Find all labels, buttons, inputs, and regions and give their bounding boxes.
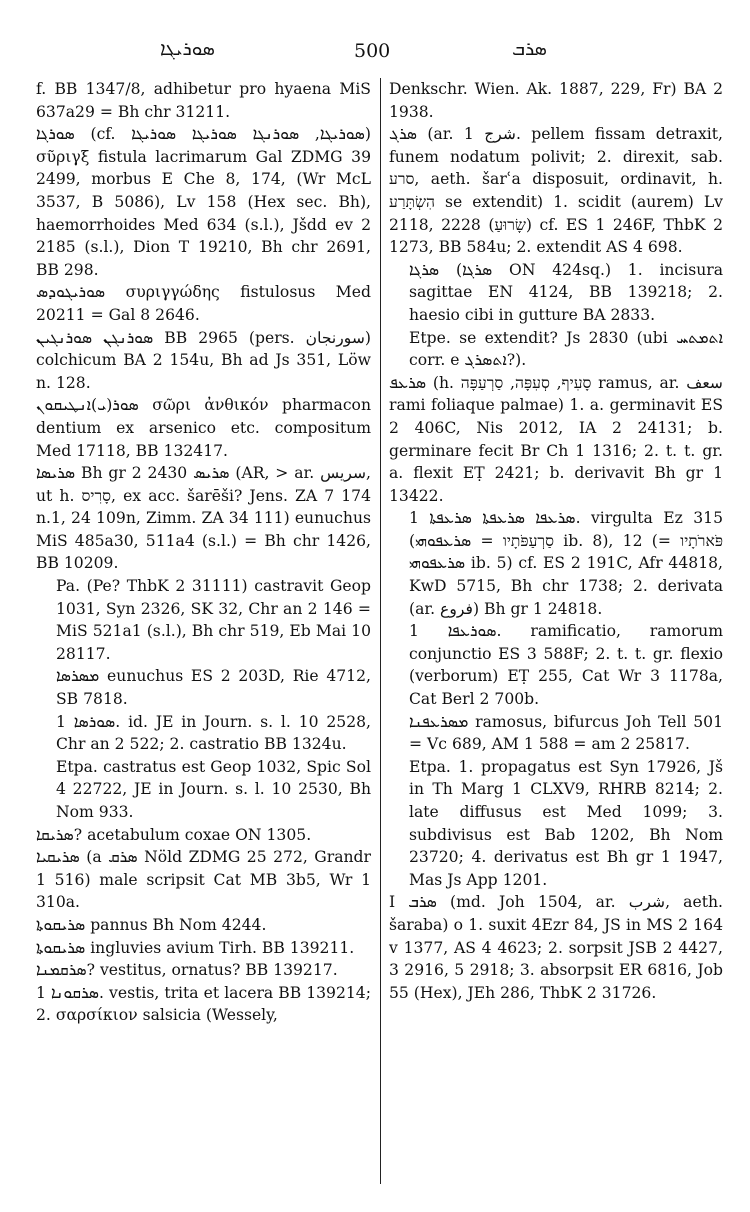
running-header [0, 38, 750, 68]
right-column [389, 78, 723, 1004]
dictionary-entry: ܣܘܪܝܓܘܕܣ συριγγώδης fistulosus Med 20211 = Gal 8 2646. [36, 283, 371, 324]
dictionary-entry: ܣܪܝܩܘܬܐ pannus Bh Nom 4244. [36, 915, 267, 934]
dictionary-entry: ܣܘܪܢܓܢ ܣܘܪܢܓܝܢ BB 2965 (pers. سورنجان) colchicum BA 2 154u, Bh ad Js 351, Löw n. 128. [36, 328, 372, 392]
dictionary-entry: Etpa. 1. propagatus est Syn 17926, Jš in Th Marg 1 CLXV9, RHRB 8214; 2. late diffusus est Med 1099; 3. subdivisus est Bab 1202, Bh Nom 23720; 4. derivatus est Bh gr 1 1947, Mas Js App 1201. [409, 757, 723, 889]
column-divider [380, 78, 381, 1184]
dictionary-entry: ܡܣܪܥܦܢܐ ramosus, bifurcus Joh Tell 501 = Vc 689, AM 1 588 = am 2 25817. [409, 712, 723, 754]
dictionary-entry: ܣܪܥܦܐ ܣܪܥܦܬܐ ܣܪܥܦܬܐ 1. virgulta Ez 315 (סַרְעַפֹּתָיו = ܣܪܥܦܘܗܝ ib. 8), 12 (פֹּארֹתָיו = ܣܪܥܦܘܗܝ ib. 5) cf. ES 2 191C, Afr 44818, KwD 5715, Bh chr 1738; 2. derivata (ar. فروع) Bh gr 1 24818. [409, 509, 723, 618]
right-running-headword: ܣܪܒ [512, 38, 547, 60]
dictionary-entry: ܣܪܝܩܘܬܐ ingluvies avium Tirh. BB 139211. [36, 938, 355, 957]
dictionary-entry: ܡܣܪܣܐ eunuchus ES 2 203D, Rie 4712, SB 7818. [56, 667, 371, 709]
dictionary-entry: ܣܘܪ(ܝ)ܐܢܛܝܩܘܢ σῶρι ἀνθικόν pharmacon dentium ex arsenico etc. compositum Med 17118, BB 132417. [36, 396, 371, 460]
dictionary-entry: ܣܪܝܣܐ Bh gr 2 2430 ܣܪܝܣ (AR, > ar. سريس, ut h. סָרִיס, ex acc. šarēši? Jens. ZA 7 174 n.1, 24 109n, Zimm. ZA 34 111) eunuchus MiS 485a30, 511a4 (s.l.) = Bh chr 1426, BB 10209. [36, 464, 371, 573]
dictionary-entry: Denkschr. Wien. Ak. 1887, 229, Fr) BA 2 1938. [389, 80, 723, 121]
left-column [36, 78, 371, 1027]
dictionary-entry: ܣܪܩܡܢܐ? vestitus, ornatus? BB 139217. [36, 961, 338, 980]
dictionary-entry: ܣܘܪܥܦܐ 1. ramificatio, ramorum conjunctio ES 3 588F; 2. t. t. gr. flexio (verborum) EṬ 255, Cat Wr 3 1178a, Cat Berl 2 700b. [409, 622, 723, 709]
dictionary-entry: I ܣܪܒ (md. Joh 1504, ar. شرب, aeth. šaraba) o 1. suxit 4Ezr 84, JS in MS 2 164 v 1377, AS 4 4623; 2. sorpsit JSB 2 4427, 3 2916, 5 2918; 3. absorpsit ER 6816, Job 55 (Hex), JEh 286, ThbK 2 31726. [389, 893, 723, 1002]
dictionary-entry: f. BB 1347/8, adhibetur pro hyaena MiS 637a29 = Bh chr 31211. [36, 80, 371, 121]
dictionary-entry: Etpa. castratus est Geop 1032, Spic Sol 4 22722, JE in Journ. s. l. 10 2530, Bh Nom 933. [56, 757, 371, 821]
dictionary-entry: ܣܪܩܘܢܐ 1. vestis, trita et lacera BB 139214; 2. σαρσίκιον salsicia (Wessely, [36, 983, 371, 1025]
dictionary-entry: ܣܘܪܣܐ 1. id. JE in Journ. s. l. 10 2528, Chr an 2 522; 2. castratio BB 1324u. [56, 712, 371, 754]
dictionary-entry: ܣܪܝܩܐ? acetabulum coxae ON 1305. [36, 825, 312, 844]
dictionary-entry: ܣܪܝܩܝܐ (a ܣܪܩ Nöld ZDMG 25 272, Grandr 1 516) male scripsit Cat MB 3b5, Wr 1 310a. [36, 848, 371, 912]
left-running-headword: ܣܘܪܝܓܐ [160, 38, 215, 60]
dictionary-entry: ܣܘܪܓܐ (cf. ܣܘܪܝܓܐ, ܣܘܪܢܓܐ ܣܘܪܝܓܐ ܣܘܪܝܓܐ) σῦριγξ fistula lacrimarum Gal ZDMG 39 2499, morbus E Che 8, 174, (Wr McL 3537, B 5086), Lv 158 (Hex sec. Bh), haemorrhoides Med 634 (s.l.), Jšdd ev 2 2185 (s.l.), Dion T 19210, Bh chr 2691, BB 298. [36, 125, 371, 279]
dictionary-entry: ܣܪܓ (ar. شرج 1. pellem fissam detraxit, funem nodatum polivit; 2. direxit, sab. סרע, aeth. šarʿa disposuit, ordinavit, h. הִשְׂתָּרַע se extendit) 1. scidit (aurem) Lv 2118, 2228 (שָׂרוּעַ) cf. ES 1 246F, ThbK 2 1273, BB 584u; 2. extendit AS 4 698. [389, 125, 723, 257]
page-number: 500 [354, 40, 391, 62]
dictionary-entry: Etpe. se extendit? Js 2830 (ubi ܐܬܡܬܚ corr. e ܐܬܣܪܓ?). [409, 328, 723, 370]
dictionary-entry: ܣܪܥܦ (h. סָעִיף, סְעִפָּה, סַרְעַפָּה ramus, ar. سعف rami foliaque palmae) 1. a. germinavit ES 2 406C, Nis 2012, IA 2 24131; b. germinare fecit Br Ch 1 1316; 2. t. t. gr. a. flexit EṬ 2421; b. derivavit Bh gr 1 13422. [389, 373, 723, 505]
dictionary-entry: Pa. (Pe? ThbK 2 31111) castravit Geop 1031, Syn 2326, SK 32, Chr an 2 146 = MiS 521a1 (s.l.), Bh chr 519, Eb Mai 10 28117. [56, 577, 371, 663]
dictionary-entry: ܣܪܓܐ (ܣܪܓܐ ON 424sq.) 1. incisura sagittae EN 4124, BB 139218; 2. haesio cibi in gutture BA 2833. [409, 260, 723, 324]
